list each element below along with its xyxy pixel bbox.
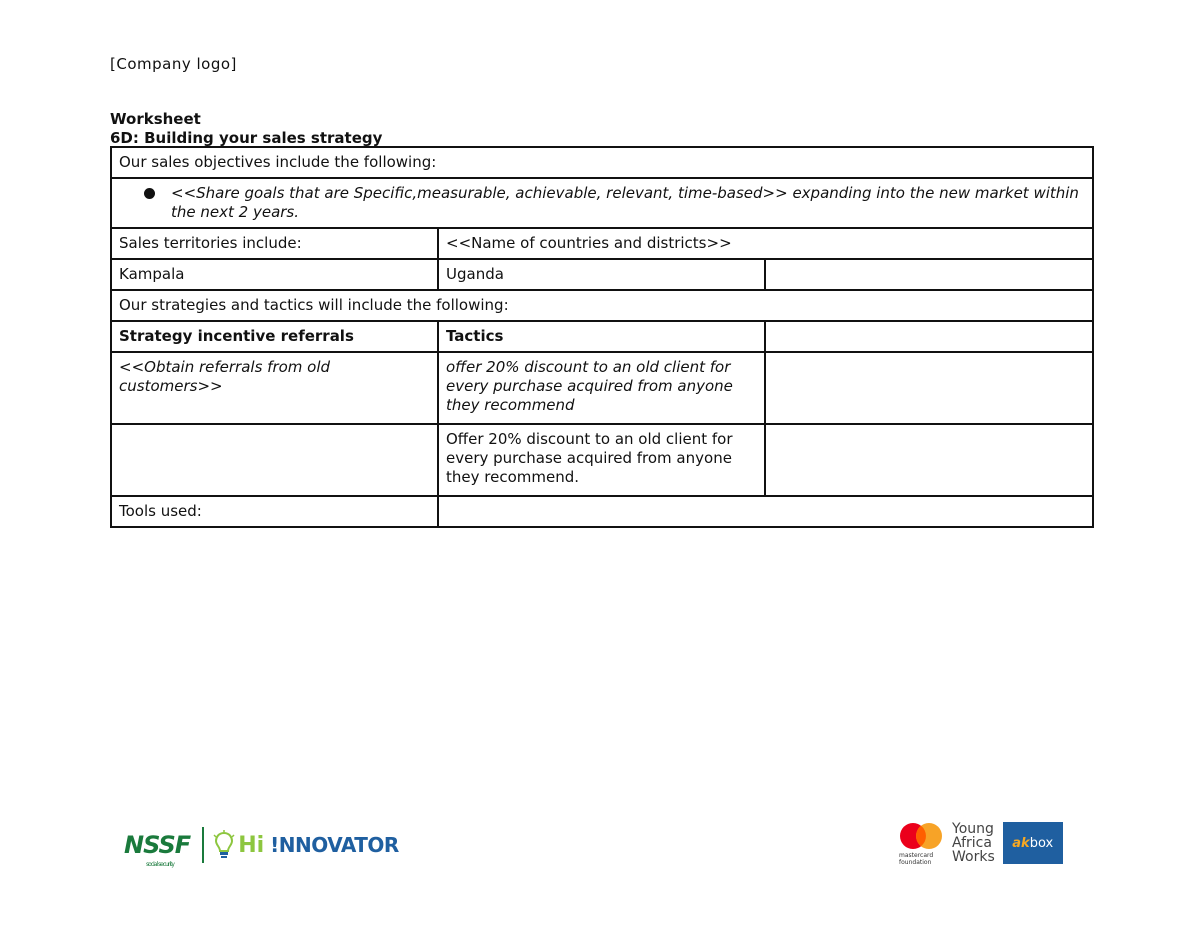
partner-logos-right	[898, 822, 1063, 870]
territories-row	[111, 228, 1093, 259]
akbox-logo	[1003, 822, 1063, 864]
young-africa-works-logo	[952, 822, 995, 864]
objectives-heading: Our sales objectives include the following:	[111, 147, 1093, 178]
yaw-line: Young	[952, 821, 994, 837]
akbox-ak-text: ak	[1012, 835, 1030, 851]
strategies-heading: Our strategies and tactics will include the following:	[111, 290, 1093, 321]
territory-district: Kampala	[111, 259, 438, 290]
sales-strategy-table	[110, 146, 1094, 528]
worksheet-label: Worksheet	[110, 110, 201, 128]
strategy-header-extra	[765, 321, 1093, 352]
worksheet-title: 6D: Building your sales strategy	[110, 129, 383, 147]
nssf-logo	[124, 831, 191, 868]
tactic-cell: offer 20% discount to an old client for every purchase acquired from anyone they recommend	[438, 352, 765, 424]
territory-country: Uganda	[438, 259, 765, 290]
bullet-dot-icon	[144, 188, 155, 199]
territories-placeholder: <<Name of countries and districts>>	[438, 228, 1093, 259]
strategy-row	[111, 424, 1093, 496]
lightbulb-icon	[212, 830, 236, 860]
objectives-bullet-row	[111, 178, 1093, 228]
objective-bullet-cell	[111, 178, 1093, 228]
territory-row	[111, 259, 1093, 290]
partner-logos-left	[124, 823, 399, 867]
strategy-row	[111, 352, 1093, 424]
yaw-line: Africa	[952, 835, 992, 851]
strategy-cell: <<Obtain referrals from old customers>>	[111, 352, 438, 424]
hi-logo-text: Hi	[238, 832, 265, 858]
mastercard-caption-line: foundation	[899, 859, 932, 866]
akbox-box-text: box	[1029, 835, 1054, 851]
logo-divider	[202, 827, 204, 863]
tools-label: Tools used:	[111, 496, 438, 527]
tactic-cell: Offer 20% discount to an old client for every purchase acquired from anyone they recommend.	[438, 424, 765, 496]
yaw-line: Works	[952, 849, 995, 865]
strategies-heading-row	[111, 290, 1093, 321]
nssf-logo-text: NSSF	[124, 831, 191, 859]
strategy-cell	[111, 424, 438, 496]
mastercard-caption-line: mastercard	[899, 852, 934, 859]
tools-value	[438, 496, 1093, 527]
strategy-extra-cell	[765, 352, 1093, 424]
worksheet-title-block	[110, 110, 382, 148]
strategy-header: Strategy incentive referrals	[111, 321, 438, 352]
innovator-logo-text: !NNOVATOR	[270, 833, 399, 857]
strategy-extra-cell	[765, 424, 1093, 496]
objective-bullet-text: <<Share goals that are Specific,measurable, achievable, relevant, time-based>> expanding into the new market within the next 2 years.	[171, 184, 1079, 221]
mastercard-circles-icon	[898, 822, 946, 852]
territories-label: Sales territories include:	[111, 228, 438, 259]
objectives-heading-row	[111, 147, 1093, 178]
tools-row	[111, 496, 1093, 527]
tactics-header: Tactics	[438, 321, 765, 352]
mastercard-foundation-logo	[898, 822, 946, 870]
territory-extra	[765, 259, 1093, 290]
nssf-tagline: social security	[146, 861, 174, 868]
company-logo-placeholder: [Company logo]	[110, 55, 237, 73]
strategy-header-row	[111, 321, 1093, 352]
